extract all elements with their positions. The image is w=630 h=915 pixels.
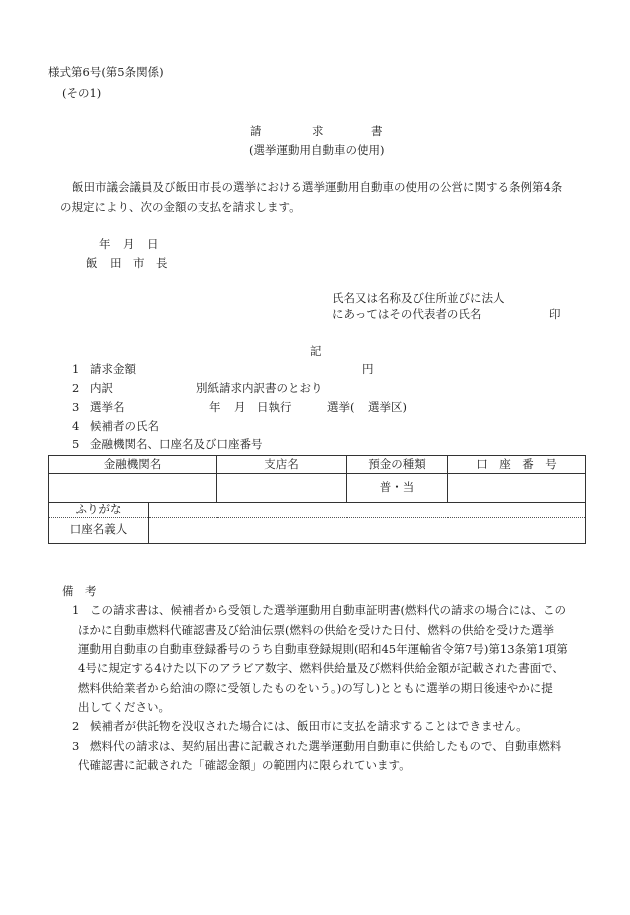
item-5-number: 5 (72, 437, 80, 451)
addressee-char-1: 飯 (86, 256, 98, 270)
title-char-1: 請 (250, 124, 262, 138)
date-year: 年 (99, 237, 111, 251)
sub-number: (その1) (62, 86, 102, 100)
note-1-line-2: ほかに自動車燃料代確認書及び給油伝票(燃料の供給を受けた日付、燃料の供給を受けた選挙 (78, 623, 554, 637)
note-3-line-2: 代確認書に記載された「確認金額」の範囲内に限られています。 (78, 758, 411, 772)
furigana-cell[interactable] (149, 503, 586, 518)
date-month: 月 (123, 237, 135, 251)
header-account-number: 口 座 番 号 (448, 456, 586, 474)
item-2-detail: 別紙請求内訳書のとおり (196, 381, 323, 395)
addressee-char-2: 田 (110, 256, 122, 270)
bank-name-cell[interactable] (49, 474, 217, 503)
addressee-char-4: 長 (156, 256, 168, 270)
note-3-number: 3 (72, 739, 80, 753)
item-3-election: 選挙( (327, 400, 355, 414)
account-holder-label: 口座名義人 (49, 517, 149, 543)
intro-line-2: の規定により、次の金額の支払を請求します。 (60, 200, 301, 214)
date-day: 日 (147, 237, 159, 251)
item-1-label: 請求金額 (90, 362, 136, 376)
item-4-label: 候補者の氏名 (90, 419, 159, 433)
note-2-number: 2 (72, 719, 80, 733)
furigana-label: ふりがな (49, 503, 149, 518)
item-3-day-exec: 日執行 (257, 400, 292, 414)
item-3-month: 月 (234, 400, 246, 414)
branch-name-cell[interactable] (217, 474, 347, 503)
note-1-number: 1 (72, 603, 80, 617)
note-1-line-4: 4号に規定する4けた以下のアラビア数字、燃料供給量及び燃料供給金額が記載された書面で、 (78, 661, 564, 675)
item-3-year: 年 (209, 400, 221, 414)
header-bank-name: 金融機関名 (49, 456, 217, 474)
account-holder-cell[interactable] (149, 517, 586, 543)
deposit-type-cell[interactable]: 普・当 (347, 474, 448, 503)
addressee-char-3: 市 (133, 256, 145, 270)
item-3-number: 3 (72, 400, 80, 414)
note-1-line-5: 燃料供給業者から給油の際に受領したものをいう。)の写し)とともに選挙の期日後速やかに提 (78, 681, 553, 695)
item-2-label: 内訳 (90, 381, 113, 395)
note-1-line-1: この請求書は、候補者から受領した選挙運動用自動車証明書(燃料代の請求の場合には、この (90, 603, 566, 617)
item-3-label: 選挙名 (90, 400, 125, 414)
item-4-number: 4 (72, 419, 80, 433)
item-1-number: 1 (72, 362, 80, 376)
title-char-3: 書 (371, 124, 383, 138)
item-1-yen: 円 (362, 362, 374, 376)
note-1-line-3: 運動用自動車の自動車登録番号のうち自動車登録規則(昭和45年運輸省令第7号)第13条第1項第 (78, 642, 568, 656)
seal-mark: 印 (549, 307, 561, 321)
bank-account-table (48, 455, 586, 544)
header-branch-name: 支店名 (217, 456, 347, 474)
title-subtitle: (選挙運動用自動車の使用) (249, 143, 385, 157)
claimant-line-1: 氏名又は名称及び住所並びに法人 (332, 291, 505, 305)
ki-mark: 記 (310, 344, 322, 358)
note-2-line-1: 候補者が供託物を没収された場合には、飯田市に支払を請求することはできません。 (90, 719, 528, 733)
item-5-label: 金融機関名、口座名及び口座番号 (90, 437, 263, 451)
intro-line-1: 飯田市議会議員及び飯田市長の選挙における選挙運動用自動車の使用の公営に関する条例第4条 (72, 180, 563, 194)
item-3-district: 選挙区) (368, 400, 407, 414)
form-number: 様式第6号(第5条関係) (48, 65, 164, 79)
header-deposit-type: 預金の種類 (347, 456, 448, 474)
note-3-line-1: 燃料代の請求は、契約届出書に記載された選挙運動用自動車に供給したもので、自動車燃料 (90, 739, 562, 753)
title-char-2: 求 (312, 124, 324, 138)
note-1-line-6: 出してください。 (78, 700, 170, 714)
account-number-cell[interactable] (448, 474, 586, 503)
claimant-line-2: にあってはその代表者の氏名 (332, 307, 482, 321)
notes-heading: 備 考 (62, 584, 97, 598)
item-2-number: 2 (72, 381, 80, 395)
